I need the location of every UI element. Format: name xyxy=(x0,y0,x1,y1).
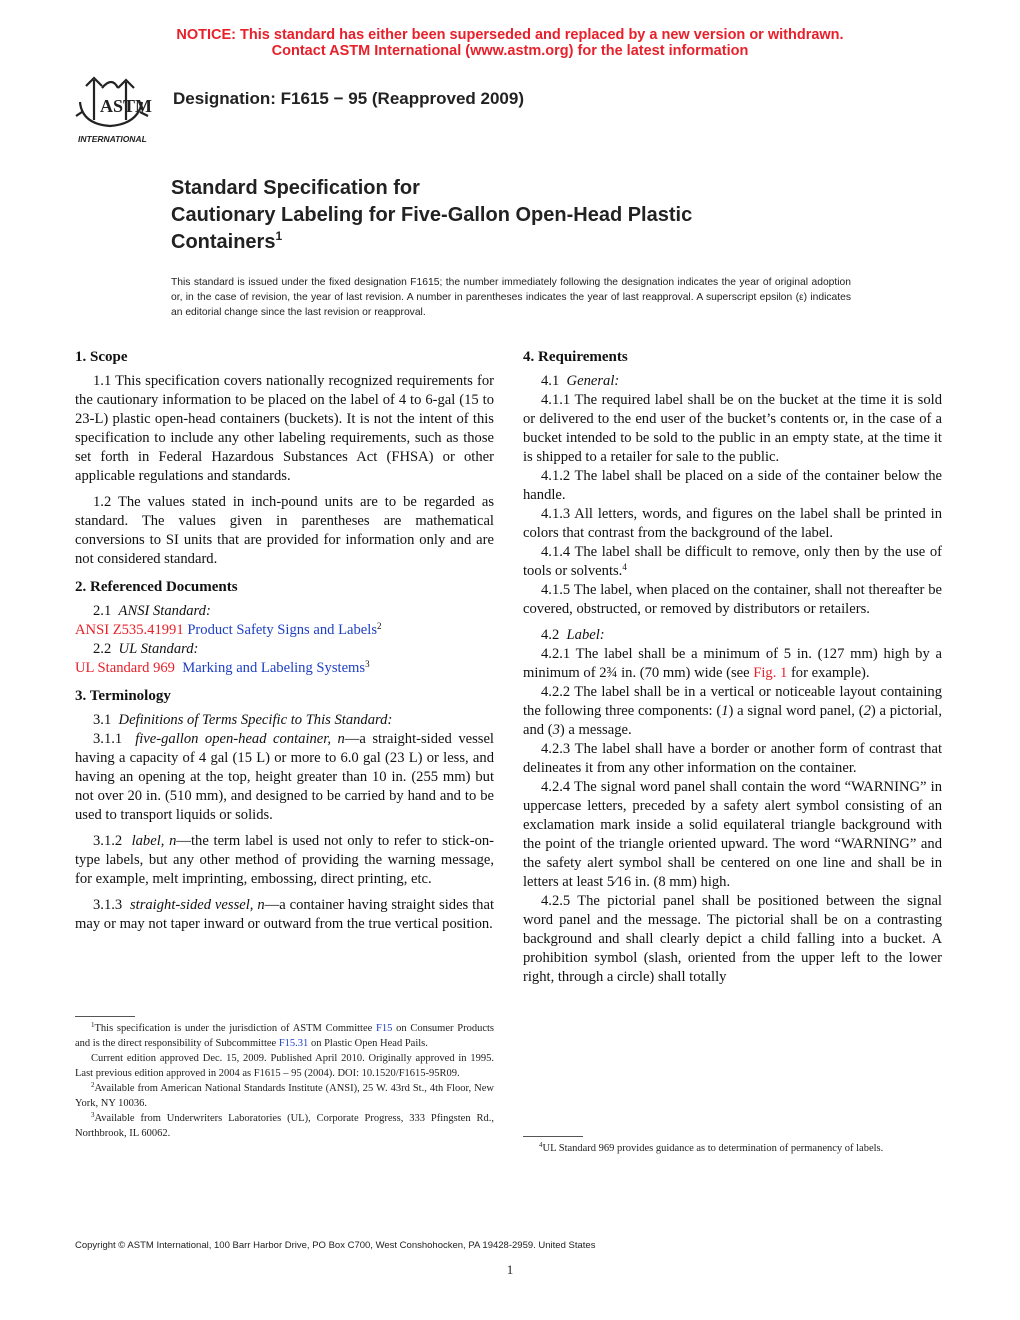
req-label-text: Label: xyxy=(566,627,605,643)
ref-ul-num: 2.2 xyxy=(93,641,112,657)
ref-ul-entry xyxy=(75,659,494,678)
footnote-1-mark: 1 xyxy=(91,1021,95,1029)
notice-banner xyxy=(0,27,1020,59)
req-4-2-2 xyxy=(523,683,942,740)
req-4-1-4-fn: 4 xyxy=(622,562,627,572)
footnote-3 xyxy=(75,1111,494,1141)
term-2-text: —the term label is used not only to refer to stick-on-type labels, but any other method of providing the warning message, for example, melt imprinting, embossing, direct printing, etc. xyxy=(75,833,495,887)
req-4-1-2: 4.1.2 The label shall be placed on a side of the container below the handle. xyxy=(523,468,942,503)
term-3-1-2 xyxy=(75,832,494,889)
req-label-label xyxy=(523,626,942,645)
title-line-1: Standard Specification for xyxy=(171,177,420,199)
req-4-2-5: 4.2.5 The pictorial panel shall be positioned between the signal word panel and the message. The pictorial shall be on a contrasting background and shall clearly depict a child falling into a bucket. A prohibition symbol (slash, oriented from the upper left to the lower right, through a circle) shall totally xyxy=(523,893,942,985)
term-def-label: Definitions of Terms Specific to This Standard: xyxy=(118,712,393,728)
right-column xyxy=(523,348,942,987)
req-4-1-4 xyxy=(523,543,942,581)
logo-text: ASTM xyxy=(100,96,153,116)
req-4-2-1-b: for example). xyxy=(787,665,870,681)
scope-1-2: 1.2 The values stated in inch-pound units are to be regarded as standard. The values given in parentheses are mathematical conversions to SI units that are provided for information only and are not considered standard. xyxy=(75,494,494,567)
title-line-3-text: Containers xyxy=(171,231,276,253)
footnotes-right xyxy=(523,1141,942,1156)
footnotes-left xyxy=(75,1021,494,1141)
term-2-num: 3.1.2 xyxy=(93,833,123,849)
term-3-num: 3.1.3 xyxy=(93,897,123,913)
req-4-1-5: 4.1.5 The label, when placed on the container, shall not thereafter be covered, obstructed, or removed by distributors or retailers. xyxy=(523,582,942,617)
footnote-2-text: Available from American National Standards Institute (ANSI), 25 W. 43rd St., 4th Floor, New York, NY 10036. xyxy=(75,1083,494,1109)
logo-subtitle: INTERNATIONAL xyxy=(78,134,147,144)
req-4-2-2-n1: 1 xyxy=(721,703,729,719)
ref-ul-code-link[interactable]: UL Standard 969 xyxy=(75,660,175,676)
req-4-2-2-c: ) a pictorial, and ( xyxy=(523,703,942,738)
footnote-1 xyxy=(75,1021,494,1051)
req-4-2-2-a: 4.2.2 The label shall be in a vertical or noticeable layout containing the following three components: ( xyxy=(523,684,942,719)
section-referenced-heading: 2. Referenced Documents xyxy=(75,579,238,595)
req-4-2-3: 4.2.3 The label shall have a border or another form of contrast that delineates it from any other information on the container. xyxy=(523,741,942,776)
subcommittee-f15-31-link[interactable]: F15.31 xyxy=(278,1038,309,1049)
left-column xyxy=(75,348,494,934)
footnote-rule-left xyxy=(75,1016,135,1017)
req-4-2-1 xyxy=(523,645,942,683)
footnote-1-edition: Current edition approved Dec. 15, 2009. Published April 2010. Originally approved in 1995. Last previous edition approved in 2004 as F1615 – 95 (2004). DOI: 10.1520/F1615-95R09. xyxy=(75,1053,494,1079)
ref-ul-fn: 3 xyxy=(365,659,370,669)
ref-ansi-title-link[interactable]: Product Safety Signs and Labels xyxy=(187,622,378,638)
astm-logo xyxy=(72,72,162,147)
req-general-num: 4.1 xyxy=(541,373,560,389)
req-4-2-2-d: ) a message. xyxy=(559,722,632,738)
section-terminology-heading: 3. Terminology xyxy=(75,688,171,704)
section-requirements-heading: 4. Requirements xyxy=(523,349,628,365)
term-1-term: five-gallon open-head container, n xyxy=(135,731,345,747)
footnote-1-b: on Consumer Products and is the direct responsibility of Subcommittee xyxy=(75,1023,494,1049)
req-4-1-4-text: 4.1.4 The label shall be difficult to remove, only then by the use of tools or solvents. xyxy=(523,544,942,579)
req-general-text: General: xyxy=(566,373,620,389)
ref-ansi-fn: 2 xyxy=(377,621,382,631)
term-1-num: 3.1.1 xyxy=(93,731,123,747)
document-title xyxy=(171,175,871,256)
ref-ul-label-text: UL Standard: xyxy=(118,641,199,657)
title-footnote-mark: 1 xyxy=(275,229,283,243)
footnote-4-text: UL Standard 969 provides guidance as to determination of permanency of labels. xyxy=(542,1143,884,1154)
footnote-2-mark: 2 xyxy=(91,1081,95,1089)
footnote-2 xyxy=(75,1081,494,1111)
footnote-1-a: This specification is under the jurisdiction of ASTM Committee xyxy=(94,1023,377,1034)
designation: Designation: F1615 − 95 (Reapproved 2009) xyxy=(173,89,524,108)
req-4-2-2-n3: 3 xyxy=(552,722,560,738)
ref-ul-title-link[interactable]: Marking and Labeling Systems xyxy=(182,660,366,676)
ref-ul-label xyxy=(75,640,494,659)
ref-ansi-num: 2.1 xyxy=(93,603,112,619)
scope-1-1: 1.1 This specification covers nationally recognized requirements for the cautionary information to be placed on the label of 4 to 6-gal (15 to 23-L) plastic open-head containers (buckets). It is not the intent of this specification to include any other labeling requirements, such as those set forth in Federal Hazardous Substances Act (FHSA) or other applicable regulations and standards. xyxy=(75,373,494,484)
term-1-text: —a straight-sided vessel having a capacity of 4 gal (15 L) or more to 6.0 gal (23 L) or less, and having an opening at the top, height greater than 10 in. (255 mm) but not over 20 in. (510 mm), and designed to be carried by hand and to be used to transport liquids or solids. xyxy=(75,731,494,823)
term-definitions-label xyxy=(75,711,494,730)
req-4-1-1: 4.1.1 The required label shall be on the bucket at the time it is sold or delivered to the end user of the bucket’s contents or, in the case of a bucket intended to be sold to the public in an empty state, at the time it is shipped to a retailer for sale to the public. xyxy=(523,392,942,465)
req-4-2-2-n2: 2 xyxy=(863,703,871,719)
fig-1-link[interactable]: Fig. 1 xyxy=(753,665,788,681)
req-4-2-4: 4.2.4 The signal word panel shall contain the word “WARNING” in uppercase letters, preceded by a safety alert symbol consisting of an exclamation mark inside a solid equilateral triangle background with the point of the triangle oriented upward. The word “WARNING” and the safety alert symbol shall be centered on one line and shall be in letters at least 5⁄16 in. (8 mm) high. xyxy=(523,779,942,890)
footnote-4-mark: 4 xyxy=(539,1141,543,1149)
ref-ansi-label-text: ANSI Standard: xyxy=(118,603,211,619)
copyright: Copyright © ASTM International, 100 Barr Harbor Drive, PO Box C700, West Conshohocken, PA 19428-2959. United States xyxy=(75,1240,596,1251)
page-number: 1 xyxy=(506,1262,514,1277)
title-line-2: Cautionary Labeling for Five-Gallon Open-Head Plastic xyxy=(171,204,693,226)
term-3-text: —a container having straight sides that may or may not taper inward or outward from the true vertical position. xyxy=(75,897,495,932)
term-3-1-3 xyxy=(75,896,494,934)
notice-line-1: NOTICE: This standard has either been superseded and replaced by a new version or withdrawn. xyxy=(176,27,844,43)
footnote-3-text: Available from Underwriters Laboratories (UL), Corporate Progress, 333 Pfingsten Rd., Northbrook, IL 60062. xyxy=(75,1113,494,1139)
ref-ansi-entry xyxy=(75,621,494,640)
req-label-num: 4.2 xyxy=(541,627,560,643)
term-3-1-1 xyxy=(75,730,494,825)
notice-line-2: Contact ASTM International (www.astm.org) for the latest information xyxy=(271,43,749,59)
term-def-num: 3.1 xyxy=(93,712,112,728)
ref-ansi-code-link[interactable]: ANSI Z535.41991 xyxy=(75,622,184,638)
footnote-4 xyxy=(523,1141,942,1156)
footnote-rule-right xyxy=(523,1136,583,1137)
committee-f15-link[interactable]: F15 xyxy=(376,1023,393,1034)
req-general-label xyxy=(523,372,942,391)
term-3-term: straight-sided vessel, n xyxy=(129,897,265,913)
section-scope-heading: 1. Scope xyxy=(75,349,128,365)
issued-note: This standard is issued under the fixed designation F1615; the number immediately following the designation indicates the year of original adoption or, in the case of revision, the year of last revision. A number in parentheses indicates the year of last reapproval. A superscript epsilon (ε) indicates an editorial change since the last revision or reapproval. xyxy=(171,277,851,318)
req-4-2-2-b: ) a signal word panel, ( xyxy=(728,703,864,719)
req-4-1-3: 4.1.3 All letters, words, and figures on the label shall be printed in colors that contrast from the background of the label. xyxy=(523,506,942,541)
ref-ansi-label xyxy=(75,602,494,621)
req-4-2-1-a: 4.2.1 The label shall be a minimum of 5 in. (127 mm) high by a minimum of 2¾ in. (70 mm) wide (see xyxy=(523,646,942,681)
term-2-term: label, n xyxy=(131,833,177,849)
footnote-1-c: on Plastic Open Head Pails. xyxy=(308,1038,428,1049)
footnote-3-mark: 3 xyxy=(91,1111,95,1119)
title-line-3 xyxy=(171,229,871,256)
